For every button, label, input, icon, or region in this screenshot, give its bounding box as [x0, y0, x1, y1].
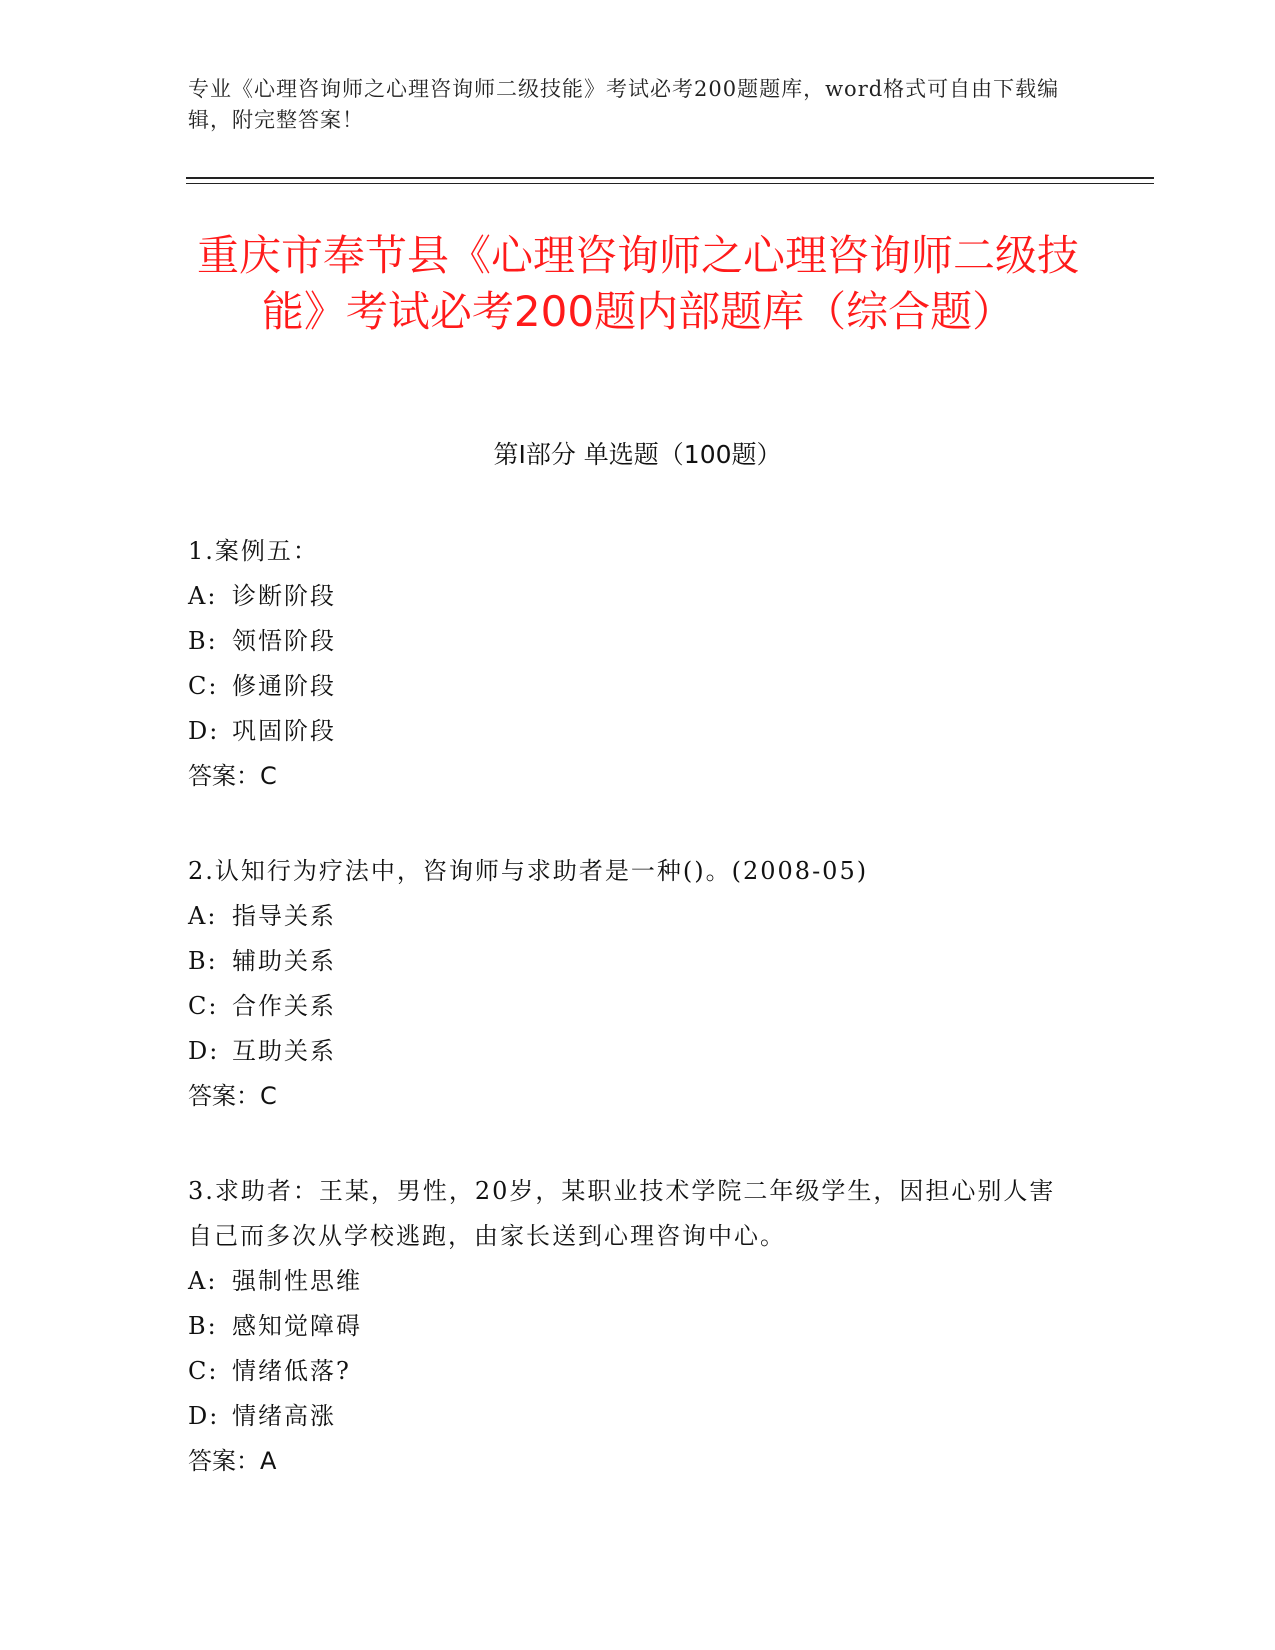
option-letter: A:	[188, 1267, 218, 1295]
question-stem: 1.案例五：	[188, 537, 319, 565]
question-stem: 2.认知行为疗法中，咨询师与求助者是一种()。(2008-05)	[188, 857, 869, 885]
option-letter: A:	[188, 902, 218, 930]
option-text: 互助关系	[232, 1037, 336, 1065]
question-stem: 3.求助者：王某，男性，20岁，某职业技术学院二年级学生，因担心别人害自己而多次从学校逃跑，由家长送到心理咨询中心。	[188, 1177, 1056, 1250]
answer-line: 答案：C	[188, 762, 277, 790]
option-text: 辅助关系	[232, 947, 336, 975]
option-a	[188, 894, 1068, 939]
option-letter: D:	[188, 1037, 220, 1065]
option-text: 领悟阶段	[232, 627, 336, 655]
option-b	[188, 1304, 1068, 1349]
option-text: 情绪高涨	[232, 1402, 336, 1430]
question-3	[188, 1169, 1068, 1484]
document-title: 重庆市奉节县《心理咨询师之心理咨询师二级技能》考试必考200题内部题库（综合题）	[196, 231, 1079, 336]
option-text: 感知觉障碍	[232, 1312, 362, 1340]
option-a	[188, 574, 1068, 619]
option-d	[188, 1029, 1068, 1074]
answer-line: 答案：A	[188, 1447, 277, 1475]
option-text: 指导关系	[232, 902, 336, 930]
option-text: 修通阶段	[232, 672, 336, 700]
header-divider-thick	[186, 177, 1154, 179]
option-letter: C:	[188, 1357, 219, 1385]
option-letter: D:	[188, 717, 220, 745]
option-text: 巩固阶段	[232, 717, 336, 745]
option-letter: D:	[188, 1402, 220, 1430]
option-letter: C:	[188, 992, 219, 1020]
option-b	[188, 619, 1068, 664]
header-note: 专业《心理咨询师之心理咨询师二级技能》考试必考200题题库，word格式可自由下载编辑，附完整答案！	[188, 77, 1060, 132]
option-letter: B:	[188, 1312, 218, 1340]
section-title: 第I部分 单选题（100题）	[493, 440, 782, 469]
option-letter: B:	[188, 627, 218, 655]
option-text: 情绪低落?	[232, 1357, 351, 1385]
option-text: 强制性思维	[232, 1267, 362, 1295]
option-letter: C:	[188, 672, 219, 700]
option-d	[188, 1394, 1068, 1439]
answer-line: 答案：C	[188, 1082, 277, 1110]
option-a	[188, 1259, 1068, 1304]
option-c	[188, 1349, 1068, 1394]
option-c	[188, 984, 1068, 1029]
question-1	[188, 529, 1068, 799]
option-letter: A:	[188, 582, 218, 610]
option-b	[188, 939, 1068, 984]
option-text: 合作关系	[232, 992, 336, 1020]
option-letter: B:	[188, 947, 218, 975]
option-c	[188, 664, 1068, 709]
option-d	[188, 709, 1068, 754]
option-text: 诊断阶段	[232, 582, 336, 610]
header-divider-thin	[186, 183, 1154, 184]
question-2	[188, 849, 1068, 1119]
